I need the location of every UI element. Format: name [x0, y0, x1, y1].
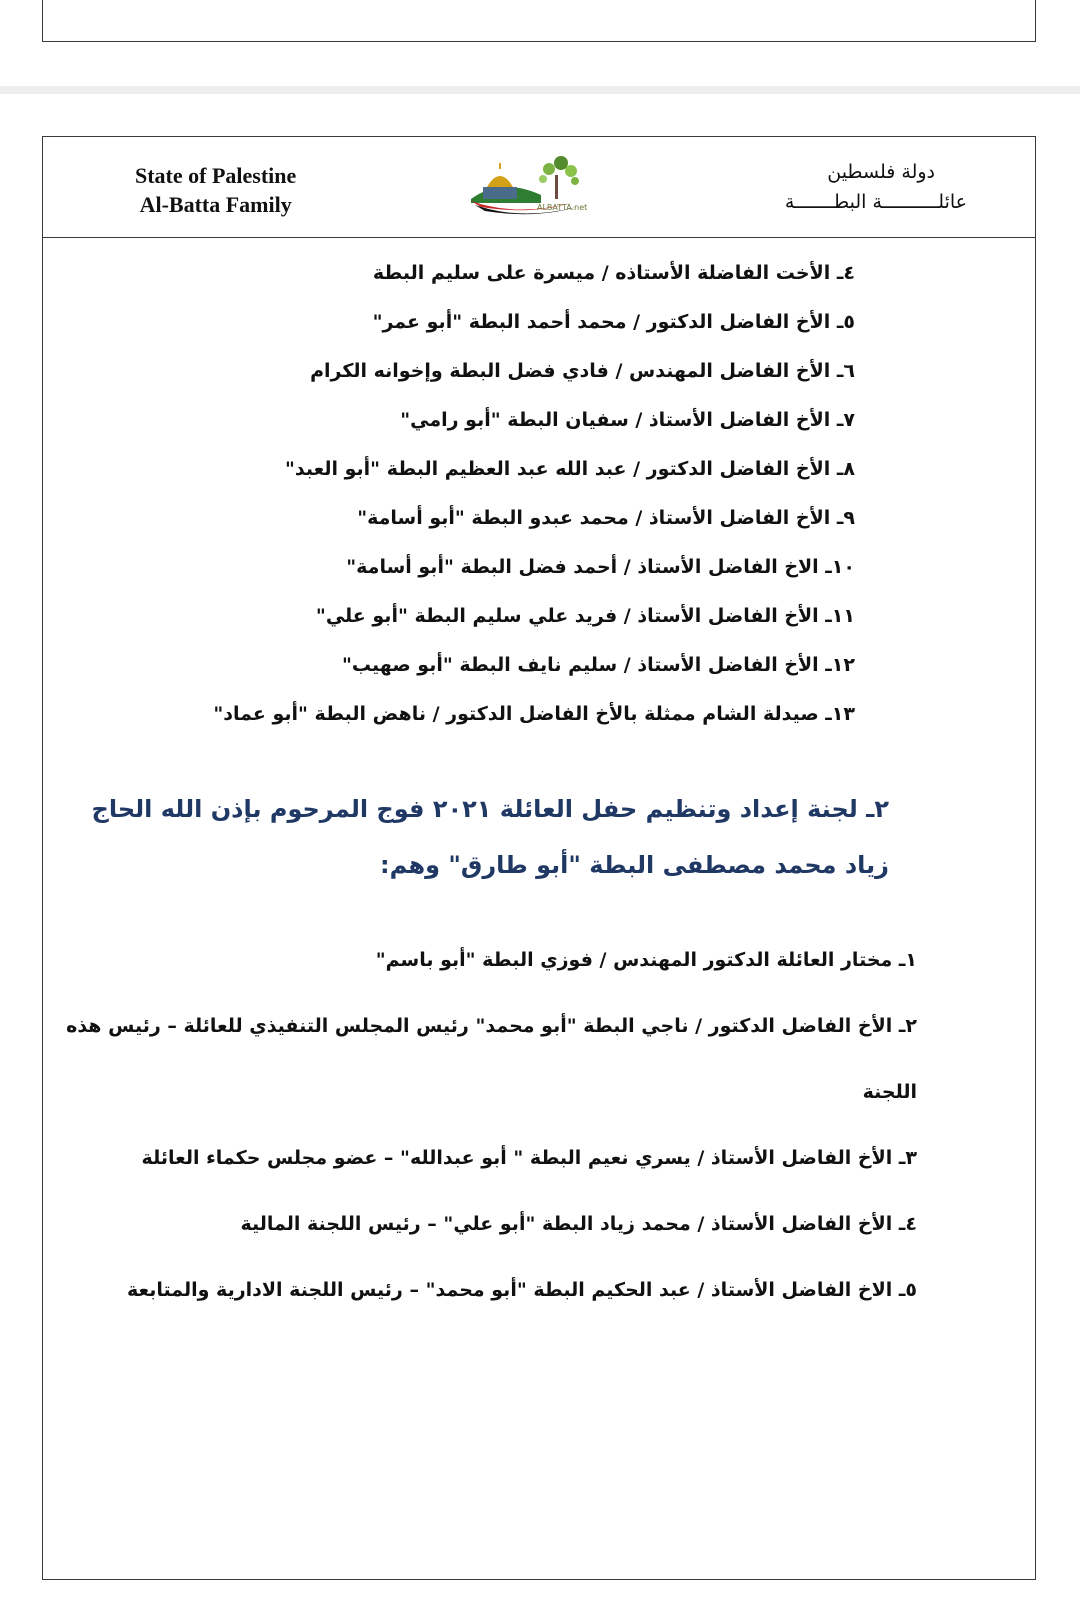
- logo-caption: ALBATTA.net: [537, 203, 588, 212]
- page-separator: [0, 86, 1080, 94]
- arabic-family-name: عائلــــــــــة البطـــــــة: [784, 191, 967, 213]
- list-item: ٩ـ الأخ الفاضل الأستاذ / محمد عبدو البطة "أبو أسامة": [357, 507, 855, 529]
- list-item: ١ـ مختار العائلة الدكتور المهندس / فوزي البطة "أبو باسم": [375, 949, 917, 971]
- english-family-name: Al-Batta Family: [139, 192, 292, 217]
- list-item: ٥ـ الاخ الفاضل الأستاذ / عبد الحكيم البطة "أبو محمد" – رئيس اللجنة الادارية والمتابعة: [126, 1279, 917, 1301]
- list-item: ١٣ـ صيدلة الشام ممثلة بالأخ الفاضل الدكتور / ناهض البطة "أبو عماد": [213, 703, 855, 725]
- list-item: ٨ـ الأخ الفاضل الدكتور / عبد الله عبد العظيم البطة "أبو العبد": [285, 458, 855, 480]
- members-list-continued: [55, 249, 855, 739]
- document-page: [42, 136, 1036, 1580]
- previous-page-bottom: [42, 0, 1036, 42]
- list-item: ٤ـ الأخ الفاضل الأستاذ / محمد زياد البطة "أبو علي" – رئيس اللجنة المالية: [240, 1213, 917, 1235]
- english-state-name: State of Palestine: [135, 163, 297, 188]
- letterhead-arabic: [785, 157, 967, 217]
- list-item: ٢ـ الأخ الفاضل الدكتور / ناجي البطة "أبو محمد" رئيس المجلس التنفيذي للعائلة – رئيس هذه اللجنة: [66, 1015, 917, 1103]
- arabic-state-name: دولة فلسطين: [827, 161, 935, 183]
- list-item: ٧ـ الأخ الفاضل الأستاذ / سفيان البطة "أبو رامي": [400, 409, 855, 431]
- list-item: ١٠ـ الاخ الفاضل الأستاذ / أحمد فضل البطة "أبو أسامة": [346, 556, 855, 578]
- list-item: ٥ـ الأخ الفاضل الدكتور / محمد أحمد البطة "أبو عمر": [372, 311, 855, 333]
- letterhead: [43, 137, 1035, 238]
- list-item: ٤ـ الأخت الفاضلة الأستاذه / ميسرة على سليم البطة: [372, 262, 855, 284]
- committee-heading: ٢ـ لجنة إعداد وتنظيم حفل العائلة ٢٠٢١ فوج المرحوم بإذن الله الحاج زياد محمد مصطفى البطة "أبو طارق" وهم:: [91, 795, 889, 879]
- list-item: ٣ـ الأخ الفاضل الأستاذ / يسري نعيم البطة " أبو عبدالله" – عضو مجلس حكماء العائلة: [141, 1147, 917, 1169]
- list-item: ١١ـ الأخ الفاضل الأستاذ / فريد علي سليم البطة "أبو علي": [315, 605, 855, 627]
- committee-members-list: [57, 927, 917, 1323]
- letterhead-english: [135, 161, 296, 219]
- list-item: ١٢ـ الأخ الفاضل الأستاذ / سليم نايف البطة "أبو صهيب": [342, 654, 855, 676]
- list-item: ٦ـ الأخ الفاضل المهندس / فادي فضل البطة وإخوانه الكرام: [310, 360, 855, 382]
